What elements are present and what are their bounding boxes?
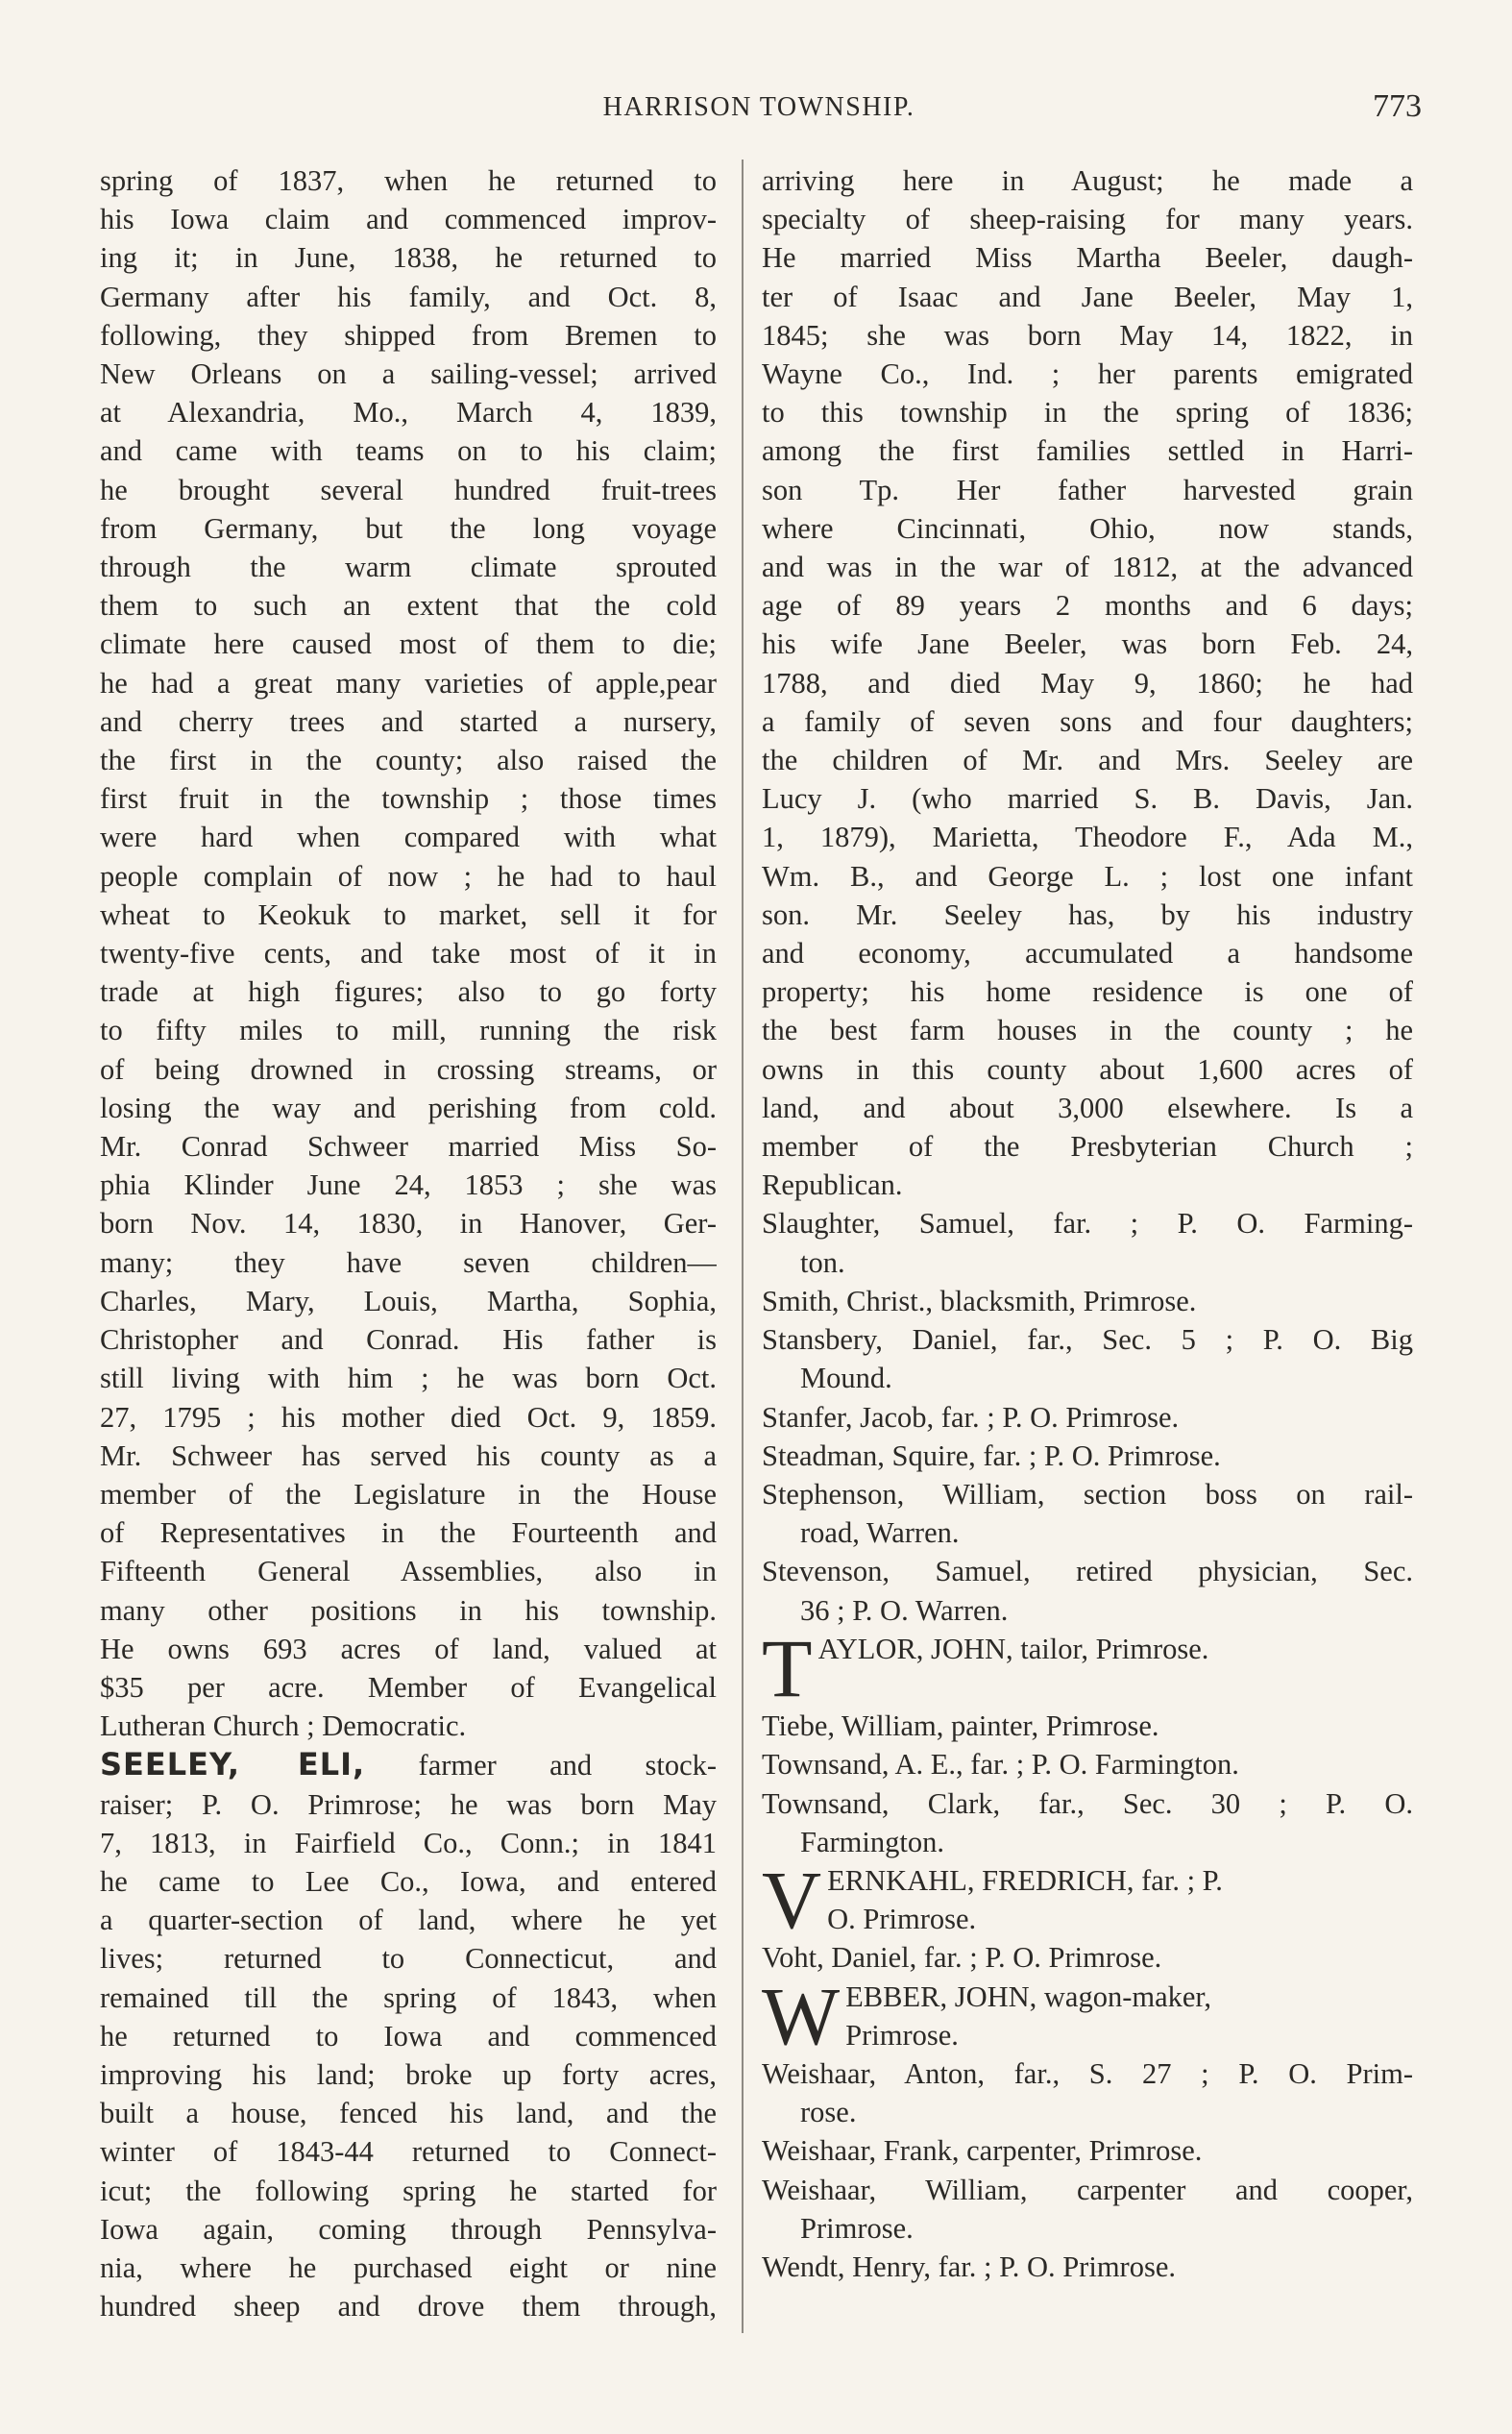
text-line: son Tp. Her father harvested grain (762, 473, 1413, 506)
text-line: the best farm houses in the county ; he (762, 1014, 1413, 1047)
text-line: 7, 1813, in Fairfield Co., Conn.; in 1841 (100, 1826, 717, 1859)
text-line: improving his land; broke up forty acres, (100, 2057, 717, 2091)
entry-continuation-line: ton. (800, 1245, 845, 1279)
vernkahl-line-1: ERNKAHL, FREDRICH, far. ; P. (827, 1863, 1223, 1897)
directory-entry (762, 1398, 1413, 1437)
text-line: nia, where he purchased eight or nine (100, 2250, 717, 2284)
text-line: Mr. Schweer has served his county as a (100, 1438, 717, 1472)
text-line: Lucy J. (who married S. B. Davis, Jan. (762, 782, 1413, 816)
text-line: among the first families settled in Harri- (762, 434, 1413, 468)
directory-entries-t (762, 1707, 1413, 1861)
text-line: to fifty miles to mill, running the risk (100, 1014, 717, 1047)
taylor-entry (762, 1621, 1413, 1714)
text-line: he brought several hundred fruit-trees (100, 473, 717, 506)
text-line: and cherry trees and started a nursery, (100, 704, 717, 738)
text-line: he had a great many varieties of apple,pear (100, 666, 717, 700)
text-line: at Alexandria, Mo., March 4, 1839, (100, 396, 717, 430)
entry-first-line: Voht, Daniel, far. ; P. O. Primrose. (762, 1941, 1162, 1975)
entry-first-line: Smith, Christ., blacksmith, Primrose. (762, 1284, 1197, 1317)
directory-entry (762, 1204, 1413, 1281)
text-line: of being drowned in crossing streams, or (100, 1052, 717, 1086)
entry-first-line: Weishaar, William, carpenter and cooper, (762, 2173, 1413, 2206)
text-line: his Iowa claim and commenced improv- (100, 203, 717, 236)
text-line: twenty-five cents, and take most of it in (100, 937, 717, 971)
text-line: owns in this county about 1,600 acres of (762, 1052, 1413, 1086)
page-number: 773 (1373, 88, 1422, 124)
directory-entries-s (762, 1204, 1413, 1629)
entry-continuation-line: rose. (800, 2096, 857, 2129)
entry-first-line: Townsand, A. E., far. ; P. O. Farmington. (762, 1748, 1239, 1782)
entry-first-line: Slaughter, Samuel, far. ; P. O. Farming- (762, 1207, 1413, 1241)
seeley-entry (100, 1745, 717, 2325)
running-head (96, 88, 1422, 127)
text-line: He owns 693 acres of land, valued at (100, 1632, 717, 1665)
seeley-biography-continued (762, 161, 1413, 1204)
entry-continuation-line: Primrose. (800, 2211, 914, 2245)
text-line: Lutheran Church ; Democratic. (100, 1709, 467, 1743)
vernkahl-line-2: O. Primrose. (827, 1903, 977, 1936)
entry-first-line: Stephenson, William, section boss on rail- (762, 1477, 1413, 1511)
text-line: Germany after his family, and Oct. 8, (100, 280, 717, 313)
text-line: were hard when compared with what (100, 821, 717, 854)
left-column (100, 161, 717, 2325)
text-line: trade at high figures; also to go forty (100, 975, 717, 1009)
text-line: $35 per acre. Member of Evangelical (100, 1670, 717, 1704)
running-title: HARRISON TOWNSHIP. (602, 92, 915, 122)
directory-entry (762, 1784, 1413, 1861)
directory-entry (762, 1282, 1413, 1320)
taylor-line: AYLOR, JOHN, tailor, Primrose. (817, 1632, 1209, 1665)
text-line: the children of Mr. and Mrs. Seeley are (762, 744, 1413, 777)
directory-entry (762, 2248, 1413, 2286)
seeley-name: SEELEY, ELI, (100, 1746, 366, 1783)
text-line: Wayne Co., Ind. ; her parents emigrated (762, 357, 1413, 391)
directory-entry (762, 1552, 1413, 1629)
text-line: Wm. B., and George L. ; lost one infant (762, 859, 1413, 893)
entry-first-line: Stevenson, Samuel, retired physician, Sec. (762, 1555, 1413, 1588)
text-line: 1845; she was born May 14, 1822, in (762, 318, 1413, 352)
text-line: climate here caused most of them to die; (100, 627, 717, 661)
directory-entries-v (762, 1938, 1413, 1977)
text-line: where Cincinnati, Ohio, now stands, (762, 511, 1413, 545)
text-line: land, and about 3,000 elsewhere. Is a (762, 1091, 1413, 1124)
text-line: age of 89 years 2 months and 6 days; (762, 589, 1413, 623)
entry-first-line: Tiebe, William, painter, Primrose. (762, 1709, 1159, 1743)
text-line: son. Mr. Seeley has, by his industry (762, 897, 1413, 931)
text-line: arriving here in August; he made a (762, 164, 1413, 197)
text-line: and economy, accumulated a handsome (762, 937, 1413, 971)
directory-entry (762, 2131, 1413, 2170)
text-line: and came with teams on to his claim; (100, 434, 717, 468)
entry-first-line: Weishaar, Frank, carpenter, Primrose. (762, 2134, 1203, 2168)
text-line: losing the way and perishing from cold. (100, 1091, 717, 1124)
text-line: ing it; in June, 1838, he returned to (100, 241, 717, 275)
text-line: of Representatives in the Fourteenth and (100, 1516, 717, 1550)
right-column (762, 161, 1413, 2286)
directory-entry (762, 1437, 1413, 1475)
entry-first-line: Stansbery, Daniel, far., Sec. 5 ; P. O. Big (762, 1323, 1413, 1357)
text-line: and was in the war of 1812, at the advanced (762, 551, 1413, 584)
text-line: born Nov. 14, 1830, in Hanover, Ger- (100, 1207, 717, 1241)
entry-first-line: Steadman, Squire, far. ; P. O. Primrose. (762, 1438, 1221, 1472)
text-line: people complain of now ; he had to haul (100, 859, 717, 893)
text-line: lives; returned to Connecticut, and (100, 1942, 717, 1976)
text-line: member of the Legislature in the House (100, 1477, 717, 1511)
text-line: icut; the following spring he started for (100, 2174, 717, 2207)
text-line: member of the Presbyterian Church ; (762, 1130, 1413, 1164)
text-line: wheat to Keokuk to market, sell it for (100, 897, 717, 931)
text-line: hundred sheep and drove them through, (100, 2290, 717, 2323)
text-line: Iowa again, coming through Pennsylva- (100, 2212, 717, 2246)
text-line: specialty of sheep-raising for many years. (762, 203, 1413, 236)
text-line: spring of 1837, when he returned to (100, 164, 717, 197)
text-line: 1, 1879), Marietta, Theodore F., Ada M., (762, 821, 1413, 854)
column-divider (742, 160, 744, 2333)
webber-entry (762, 1969, 1413, 2062)
drop-cap-v: V (762, 1853, 822, 1946)
text-line: from Germany, but the long voyage (100, 511, 717, 545)
text-line: ter of Isaac and Jane Beeler, May 1, (762, 280, 1413, 313)
directory-entry (762, 1938, 1413, 1977)
directory-entry (762, 1745, 1413, 1783)
directory-entries-w (762, 2054, 1413, 2286)
text-line: his wife Jane Beeler, was born Feb. 24, (762, 627, 1413, 661)
text-line: Fifteenth General Assemblies, also in (100, 1555, 717, 1588)
text-line: the first in the county; also raised the (100, 744, 717, 777)
entry-first-line: Wendt, Henry, far. ; P. O. Primrose. (762, 2250, 1176, 2283)
text-line: he returned to Iowa and commenced (100, 2019, 717, 2053)
text-line: many other positions in his township. (100, 1593, 717, 1627)
seeley-biography (100, 1785, 717, 2326)
text-line: he came to Lee Co., Iowa, and entered (100, 1864, 717, 1898)
entry-first-line: Weishaar, Anton, far., S. 27 ; P. O. Prim- (762, 2056, 1413, 2090)
text-line: Christopher and Conrad. His father is (100, 1323, 717, 1357)
text-line: through the warm climate sprouted (100, 551, 717, 584)
entry-first-line: Stanfer, Jacob, far. ; P. O. Primrose. (762, 1400, 1180, 1434)
text-line: a quarter-section of land, where he yet (100, 1904, 717, 1937)
entry-continuation-line: Farmington. (800, 1825, 944, 1858)
entry-first-line: Townsand, Clark, far., Sec. 30 ; P. O. (762, 1786, 1413, 1820)
text-line: He married Miss Martha Beeler, daugh- (762, 241, 1413, 275)
text-line: 27, 1795 ; his mother died Oct. 9, 1859. (100, 1400, 717, 1434)
entry-continuation-line: road, Warren. (800, 1516, 960, 1550)
text-line: them to such an extent that the cold (100, 589, 717, 623)
text-line: 1788, and died May 9, 1860; he had (762, 666, 1413, 700)
drop-cap-t: T (762, 1621, 813, 1714)
text-line: phia Klinder June 24, 1853 ; she was (100, 1168, 717, 1202)
text-line: Republican. (762, 1168, 903, 1202)
text-line: built a house, fenced his land, and the (100, 2097, 717, 2130)
text-line: remained till the spring of 1843, when (100, 1980, 717, 2014)
directory-entry (762, 1707, 1413, 1745)
text-line: a family of seven sons and four daughters; (762, 704, 1413, 738)
text-line: Mr. Conrad Schweer married Miss So- (100, 1130, 717, 1164)
seeley-first-line: farmer and stock- (418, 1749, 717, 1782)
text-line: first fruit in the township ; those times (100, 782, 717, 816)
directory-entry (762, 1320, 1413, 1397)
text-line: raiser; P. O. Primrose; he was born May (100, 1787, 717, 1821)
directory-entry (762, 1475, 1413, 1552)
schweer-biography (100, 161, 717, 1745)
text-line: winter of 1843-44 returned to Connect- (100, 2135, 717, 2169)
text-line: still living with him ; he was born Oct. (100, 1362, 717, 1395)
seeley-heading-line (100, 1745, 717, 1784)
entry-continuation-line: Mound. (800, 1362, 892, 1395)
text-line: many; they have seven children— (100, 1245, 717, 1279)
directory-entry (762, 2171, 1413, 2248)
drop-cap-w: W (762, 1969, 841, 2062)
webber-line-1: EBBER, JOHN, wagon-maker, (845, 1979, 1211, 2013)
webber-line-2: Primrose. (845, 2018, 959, 2052)
text-line: New Orleans on a sailing-vessel; arrived (100, 357, 717, 391)
text-line: following, they shipped from Bremen to (100, 318, 717, 352)
text-line: to this township in the spring of 1836; (762, 396, 1413, 430)
text-line: property; his home residence is one of (762, 975, 1413, 1009)
text-line: Charles, Mary, Louis, Martha, Sophia, (100, 1284, 717, 1317)
entry-continuation-line: 36 ; P. O. Warren. (800, 1593, 1009, 1627)
vernkahl-entry (762, 1853, 1413, 1946)
directory-entry (762, 2054, 1413, 2131)
